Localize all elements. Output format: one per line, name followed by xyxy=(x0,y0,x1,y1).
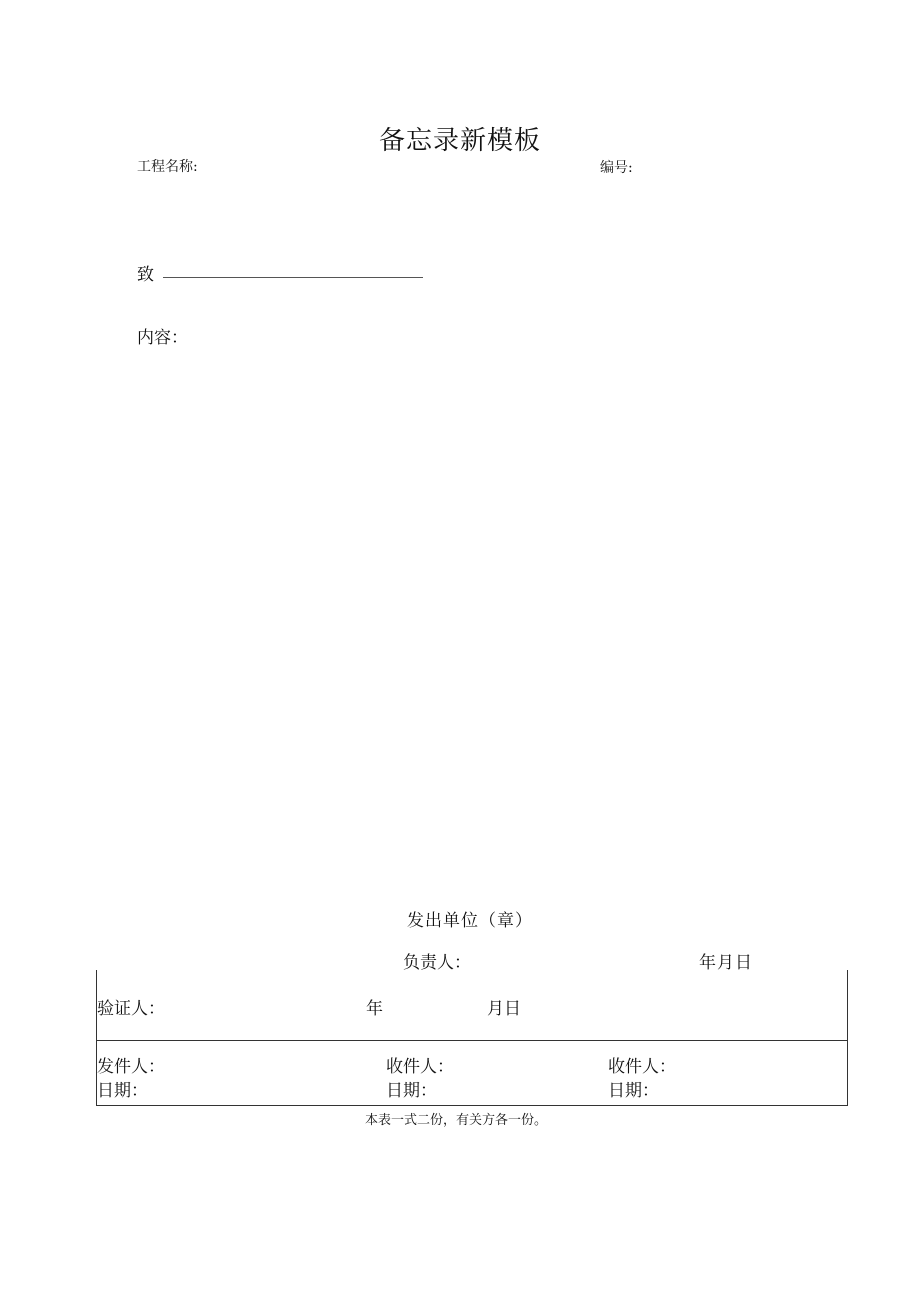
signature-table xyxy=(96,970,848,1106)
person-in-charge-label: 负责人： xyxy=(403,953,471,973)
footer-note: 本表一式二份，有关方各一份。 xyxy=(365,1113,548,1128)
receiver-label-2: 收件人： xyxy=(608,1057,676,1077)
recipient-line xyxy=(163,277,423,278)
issuer-unit-label: 发出单位（章） xyxy=(407,911,533,931)
sender-label: 发件人： xyxy=(97,1057,165,1077)
signature-date-label: 年月日 xyxy=(699,953,753,973)
recipient-label: 致 xyxy=(137,265,154,285)
verifier-label: 验证人： xyxy=(97,999,165,1019)
document-title: 备忘录新模板 xyxy=(378,126,541,156)
verify-month-day-label: 月日 xyxy=(487,999,521,1019)
receiver-label-1: 收件人： xyxy=(386,1057,454,1077)
project-name-label: 工程名称: xyxy=(137,159,198,175)
sender-date-label: 日期： xyxy=(97,1081,148,1101)
receiver-date-label-1: 日期： xyxy=(386,1081,437,1101)
receiver-date-label-2: 日期： xyxy=(608,1081,659,1101)
content-label: 内容： xyxy=(137,328,188,348)
verify-year-label: 年 xyxy=(366,999,383,1019)
table-divider xyxy=(97,1040,847,1041)
document-number-label: 编号: xyxy=(600,160,633,176)
